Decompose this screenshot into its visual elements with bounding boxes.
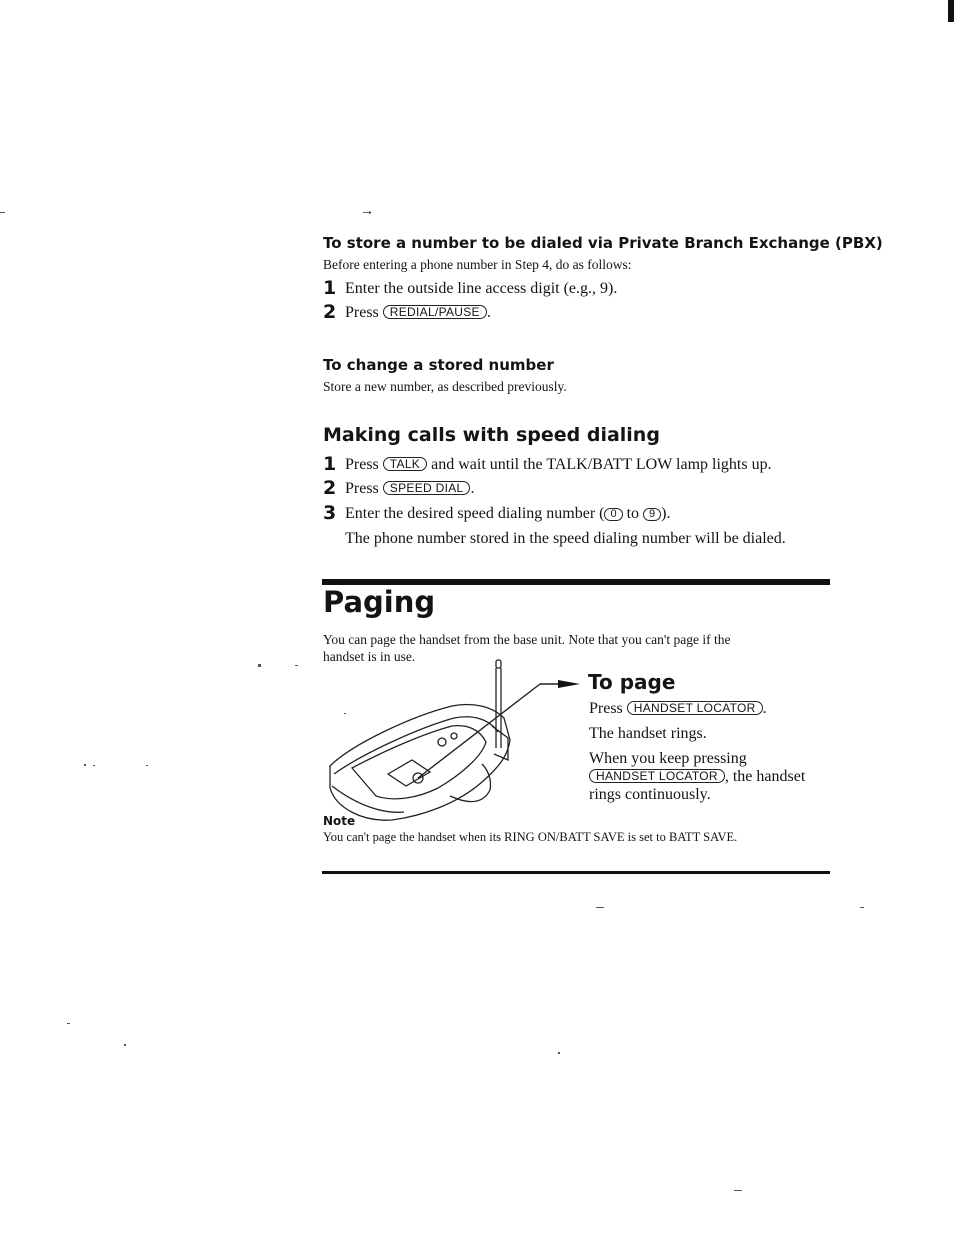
step-suffix: ).: [661, 505, 671, 522]
scan-speck: [258, 664, 261, 667]
note-label: Note: [323, 814, 356, 828]
change-text: Store a new number, as described previously.: [323, 379, 567, 394]
to-page-rings: The handset rings.: [589, 725, 707, 742]
speed-heading: Making calls with speed dialing: [323, 424, 660, 446]
pointer-arrow-icon: →: [360, 204, 374, 219]
step-text: Enter the outside line access digit (e.g., 9).: [345, 280, 618, 297]
step-number: 2: [323, 301, 337, 323]
scan-speck: [124, 1044, 126, 1046]
scan-speck: [93, 765, 95, 766]
scan-speck: [67, 1023, 70, 1024]
scan-speck: [344, 713, 346, 714]
pbx-step-2: [323, 301, 491, 323]
handset-locator-key: HANDSET LOCATOR: [627, 701, 763, 715]
scan-speck: [146, 765, 148, 766]
step-number: 1: [323, 453, 337, 475]
pbx-step-1: [323, 277, 618, 299]
scan-speck: [596, 907, 604, 908]
speed-step-2: [323, 477, 475, 499]
press-text: Press: [589, 700, 623, 717]
key-0: 0: [604, 508, 622, 521]
scan-speck: [734, 1190, 742, 1191]
scan-speck: [295, 665, 298, 666]
pbx-intro: Before entering a phone number in Step 4, do as follows:: [323, 257, 632, 272]
step-mid: to: [626, 505, 640, 522]
step-text: [345, 480, 474, 498]
paging-intro-line1: You can page the handset from the base unit. Note that you can't page if the: [323, 632, 731, 647]
speed-step-1: [323, 453, 772, 475]
speed-step-3: [323, 502, 671, 524]
scan-speck: [558, 1052, 560, 1054]
pbx-heading: To store a number to be dialed via Private Branch Exchange (PBX): [323, 234, 883, 252]
step-suffix: .: [486, 304, 491, 321]
speed-dial-key: SPEED DIAL: [383, 481, 471, 495]
keep-suffix: , the handset: [724, 768, 806, 785]
to-page-press-line: [589, 700, 767, 718]
bottom-rule: [322, 871, 830, 874]
key-9: 9: [643, 508, 661, 521]
talk-key: TALK: [383, 457, 427, 471]
press-suffix: .: [762, 700, 767, 717]
step-text: [345, 304, 491, 322]
to-page-heading: To page: [588, 670, 676, 694]
to-page-keep-line3: rings continuously.: [589, 786, 711, 803]
step-prefix: Press: [345, 304, 379, 321]
scan-speck: [0, 212, 5, 213]
step-text: [345, 456, 772, 474]
edge-mark: [948, 0, 954, 22]
paging-title: Paging: [323, 585, 436, 619]
step-number: 3: [323, 502, 337, 524]
step-number: 2: [323, 477, 337, 499]
step-suffix: .: [470, 480, 475, 497]
change-heading: To change a stored number: [323, 356, 554, 374]
paging-intro-line2: handset is in use.: [323, 649, 416, 664]
step-prefix: Press: [345, 480, 379, 497]
step-prefix: Press: [345, 456, 379, 473]
handset-locator-key-2: HANDSET LOCATOR: [589, 769, 725, 783]
to-page-keep-line1: When you keep pressing: [589, 750, 747, 767]
scan-speck: [84, 764, 86, 766]
speed-result: The phone number stored in the speed dialing number will be dialed.: [345, 530, 786, 547]
note-text: You can't page the handset when its RING ON/BATT SAVE is set to BATT SAVE.: [323, 830, 738, 844]
step-number: 1: [323, 277, 337, 299]
base-unit-drawing: [322, 656, 592, 826]
step-prefix: Enter the desired speed dialing number (: [345, 505, 605, 522]
redial-pause-key: REDIAL/PAUSE: [383, 305, 487, 319]
to-page-keep-line2: [589, 768, 805, 786]
step-text: [345, 505, 671, 523]
step-suffix: and wait until the TALK/BATT LOW lamp lights up.: [431, 456, 772, 473]
scan-speck: [860, 907, 864, 908]
